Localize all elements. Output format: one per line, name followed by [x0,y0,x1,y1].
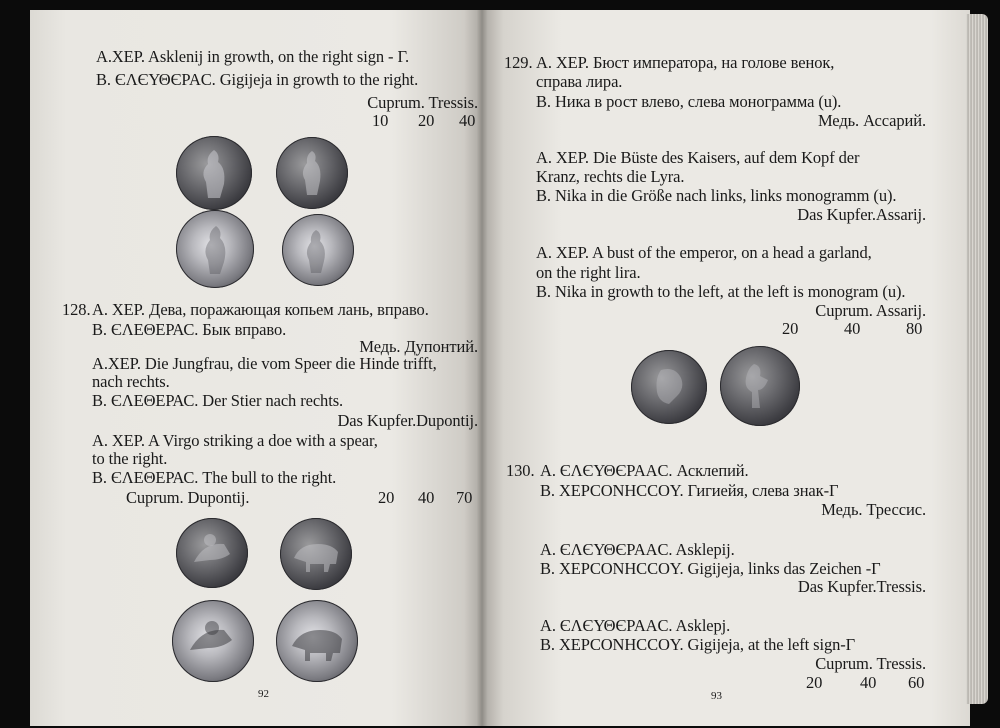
entry-127-price-2: 20 [418,111,435,130]
entry-130-ru-obverse: А. ЄΛЄΥΘЄΡΑΑC. Асклепий. [540,461,749,480]
entry-128-de-reverse: B. ЄΛЕΘЕРАС. Der Stier nach rechts. [92,391,344,410]
entry-129-ru-obverse-1: А. XEP. Бюст императора, на голове венок, [536,53,835,72]
entry-128-number: 128. [62,300,91,319]
entry-129-number: 129. [504,53,533,72]
coin-128-obverse-photo-2 [172,600,254,682]
entry-129-metal: Cuprum. Assarij. [815,301,926,320]
entry-129-en-reverse: B. Nika in growth to the left, at the left is monogram (u). [536,282,906,301]
coin-127-obverse-photo [176,136,252,210]
entry-130-metal: Cuprum. Tressis. [815,654,926,673]
entry-127-metal: Cuprum. Tressis. [367,93,478,112]
entry-128-de-obverse-2: nach rechts. [92,372,170,391]
entry-129-ru-obverse-2: справа лира. [536,72,623,91]
entry-130-de-obverse: A. ЄΛЄΥΘЄΡΑΑC. Asklepij. [540,540,735,559]
entry-130-de-metal: Das Kupfer.Tressis. [797,577,926,596]
entry-129-price-1: 20 [782,319,799,338]
entry-129-ru-reverse: В. Ника в рост влево, слева монограмма (u). [536,92,842,111]
coin-129-reverse-photo [720,346,800,426]
entry-128-en-obverse-2: to the right. [92,449,168,468]
entry-130-en-obverse: A. ЄΛЄΥΘЄΡΑΑC. Asklepj. [540,616,731,635]
entry-128-ru-obverse: А. XEP. Дева, поражающая копьем лань, вправо. [92,300,429,319]
entry-128-en-reverse: B. ЄΛЕΘЕРАС. The bull to the right. [92,468,337,487]
entry-128-price-1: 20 [378,488,395,507]
entry-129-de-metal: Das Kupfer.Assarij. [797,205,926,224]
entry-127-reverse: B. ЄΛЄΥΘЄΡΑC. Gigijeja in growth to the right. [96,70,419,89]
page-number-right: 93 [711,690,722,702]
entry-127-price-1: 10 [372,111,389,130]
book-gutter [476,10,488,726]
entry-128-price-2: 40 [418,488,435,507]
coin-129-obverse-photo [631,350,707,424]
coin-127-obverse-photo-2 [176,210,254,288]
entry-128-de-obverse-1: A.XEP. Die Jungfrau, die vom Speer die Hinde trifft, [92,354,437,373]
coin-128-reverse-photo [280,518,352,590]
entry-130-price-2: 40 [860,673,877,692]
entry-128-metal: Cuprum. Dupontij. [126,488,250,507]
coin-128-obverse-photo [176,518,248,588]
entry-130-de-reverse: B. XEPCONHCCOY. Gigijeja, links das Zeichen -Г [540,559,881,578]
coin-127-reverse-photo-2 [282,214,354,286]
entry-129-en-obverse-2: on the right lira. [536,263,641,282]
entry-130-en-reverse: B. XEPCONHCCOY. Gigijeja, at the left sign-Г [540,635,856,654]
entry-128-ru-metal: Медь. Дупонтий. [359,337,478,356]
entry-129-en-obverse-1: A. XEP. A bust of the emperor, on a head a garland, [536,243,872,262]
page-number-left: 92 [258,688,269,700]
page-edges [966,14,988,704]
entry-128-de-metal: Das Kupfer.Dupontij. [337,411,478,430]
coin-128-reverse-photo-2 [276,600,358,682]
entry-128-en-obverse-1: A. XEP. A Virgo striking a doe with a spear, [92,431,378,450]
entry-127-price-3: 40 [459,111,476,130]
entry-129-price-3: 80 [906,319,923,338]
entry-128-price-3: 70 [456,488,473,507]
entry-130-price-3: 60 [908,673,925,692]
entry-129-price-2: 40 [844,319,861,338]
entry-129-de-obverse-2: Kranz, rechts die Lyra. [536,167,685,186]
coin-127-reverse-photo [276,137,348,209]
entry-127-obverse: А.XEP. Asklenij in growth, on the right sign - Г. [96,47,410,66]
entry-129-de-obverse-1: A. XEP. Die Büste des Kaisers, auf dem Kopf der [536,148,860,167]
entry-130-ru-reverse: В. XEPCONHCCOY. Гигиейя, слева знак-Г [540,481,839,500]
entry-129-de-reverse: B. Nika in die Größe nach links, links monogramm (u). [536,186,897,205]
entry-130-price-1: 20 [806,673,823,692]
entry-130-ru-metal: Медь. Трессис. [821,500,926,519]
entry-130-number: 130. [506,461,535,480]
entry-129-ru-metal: Медь. Ассарий. [817,111,926,130]
entry-128-ru-reverse: В. ЄΛЕΘЕРАС. Бык вправо. [92,320,287,339]
